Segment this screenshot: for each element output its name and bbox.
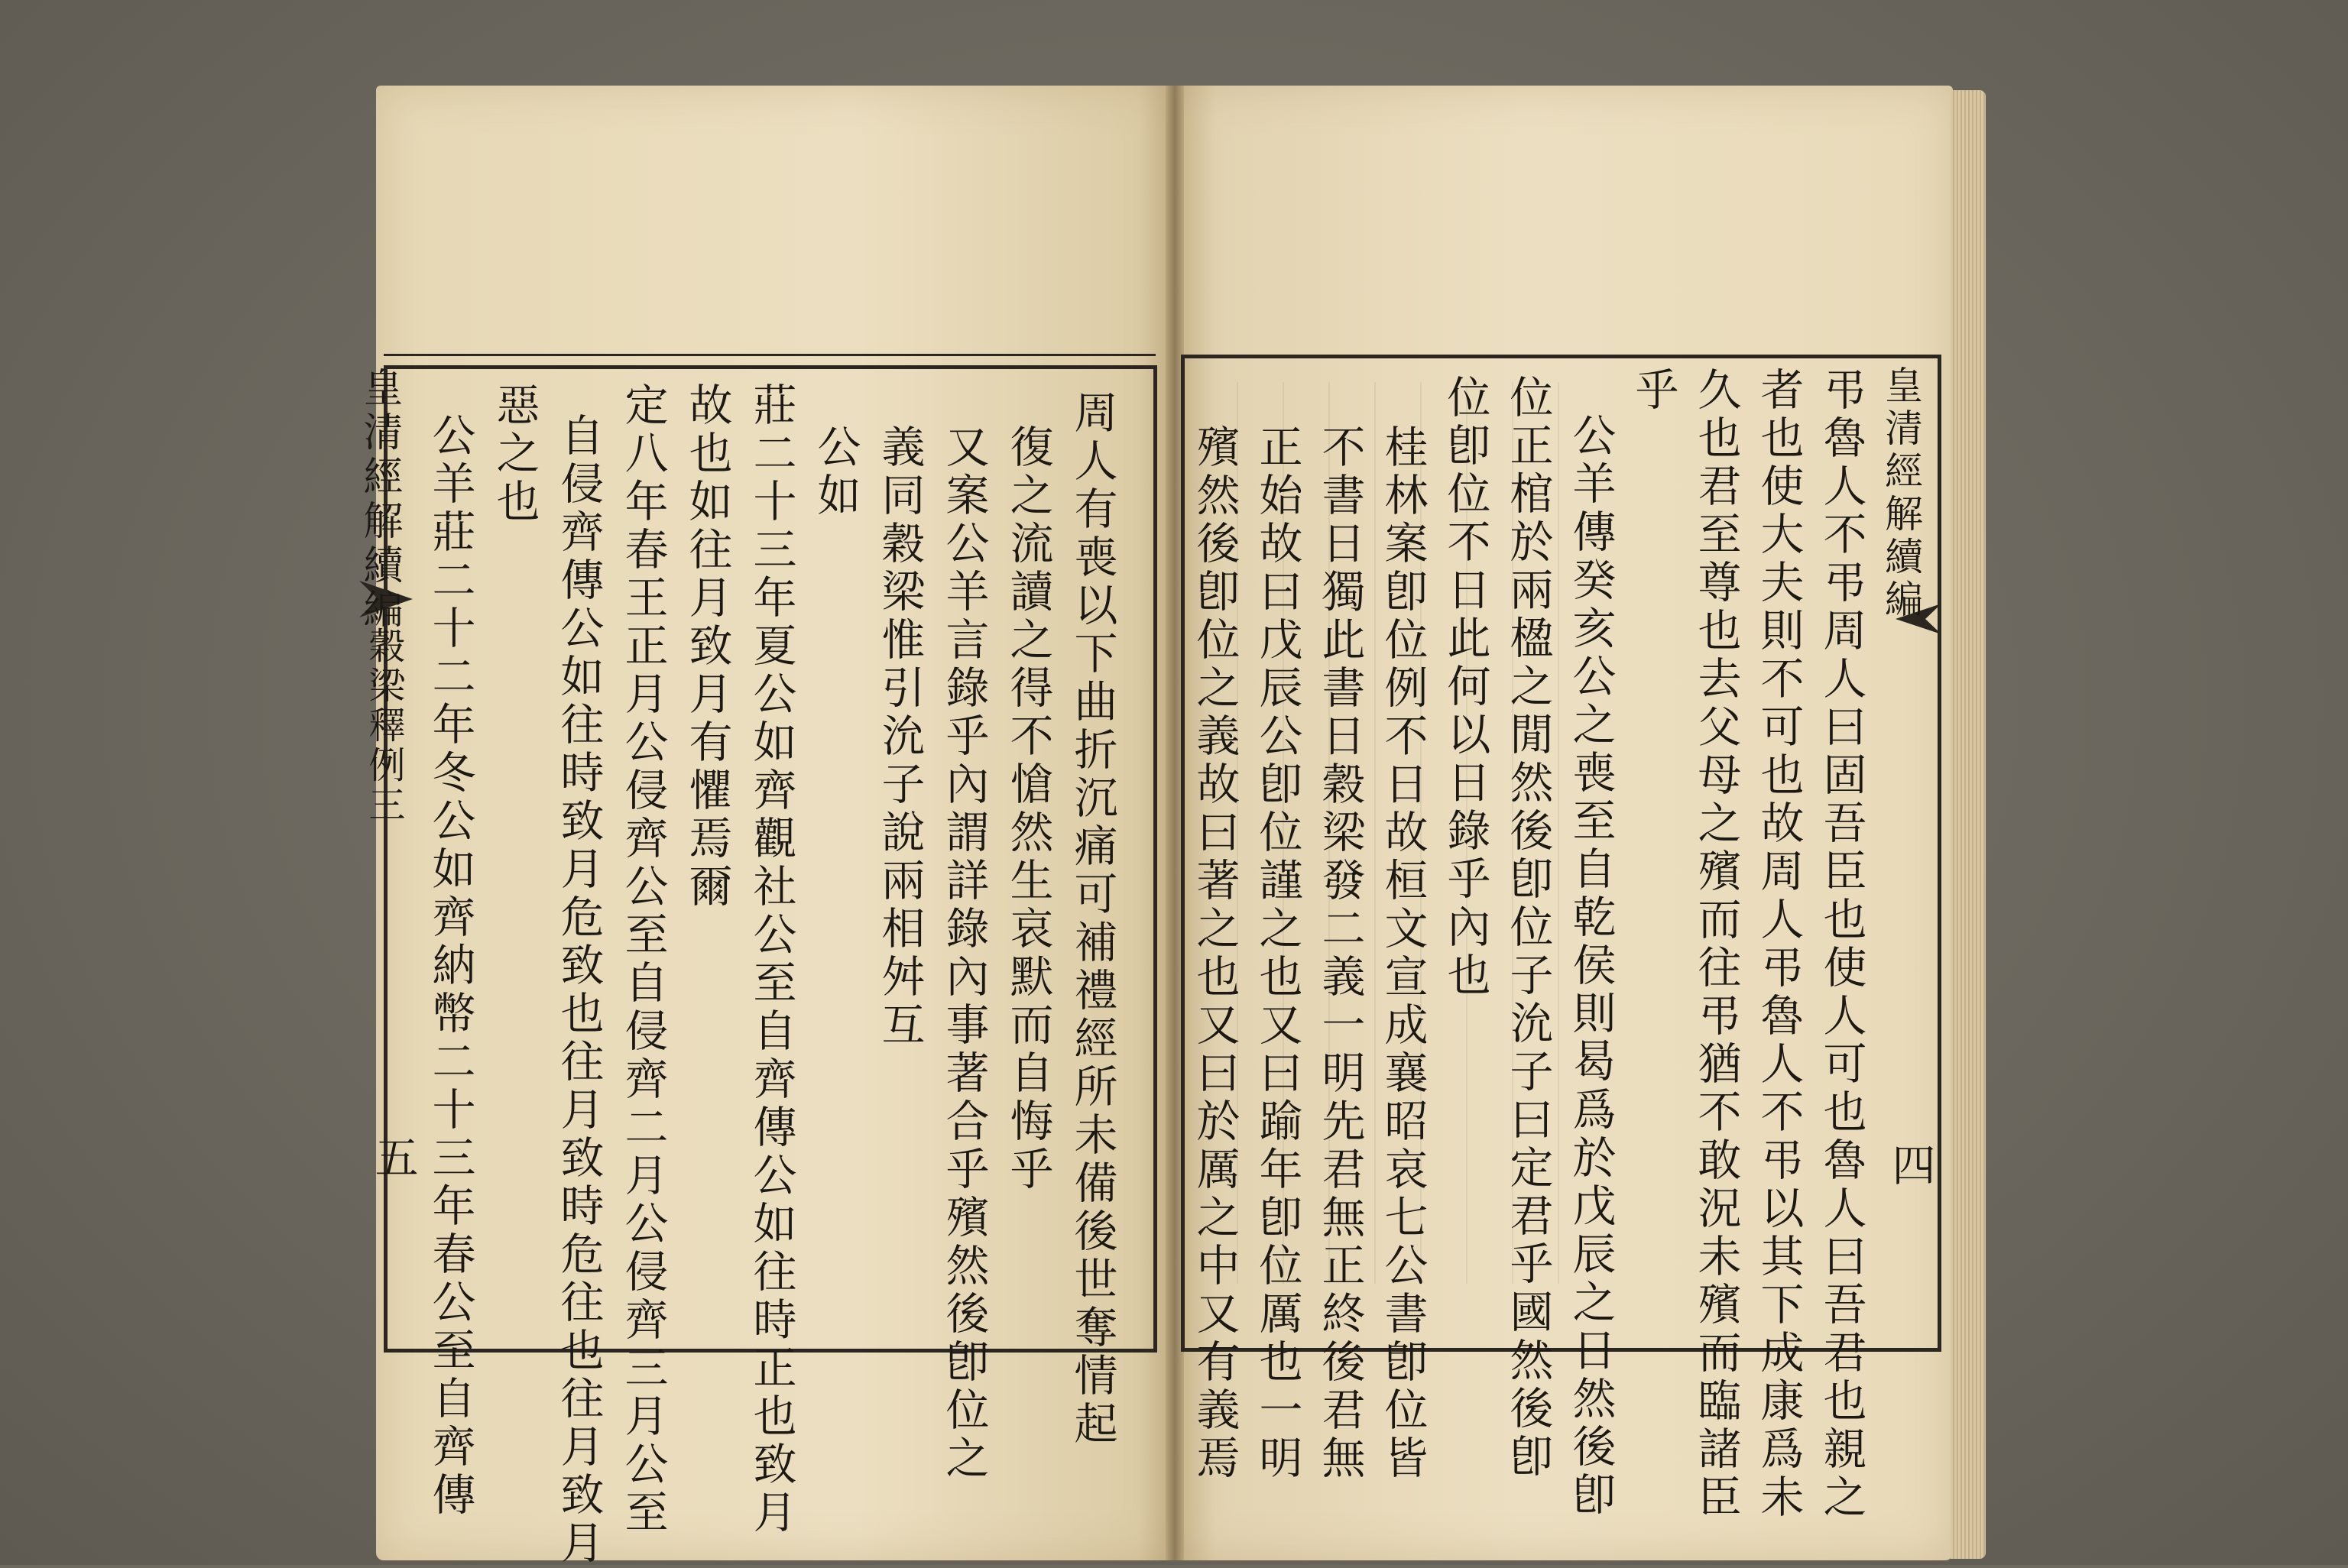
left-outer-top-rule	[384, 354, 1156, 356]
left-column-8: 義同穀梁惟引沇子說兩相舛互	[874, 424, 925, 1050]
right-margin-title: 皇清經解續編	[1879, 365, 1923, 622]
right-column-8: 桂林案卽位例不日故桓文宣成襄昭哀七公書卽位皆	[1377, 424, 1428, 1483]
left-column-7: 公如	[810, 424, 861, 520]
right-column-10: 正始故曰戊辰公卽位謹之也又曰踰年卽位厲也一明	[1252, 424, 1302, 1483]
left-margin-subtitle: 穀梁釋例三	[362, 627, 405, 825]
left-column-11: 周人有喪以下曲折沉痛可補禮經所未備後世奪情起	[1067, 390, 1117, 1449]
left-margin-title: 皇清經解續編	[356, 367, 402, 633]
left-column-10: 復之流讀之得不愴然生哀默而自悔乎	[1003, 424, 1053, 1194]
right-column-2: 者也使大夫則不可也故周人弔魯人不弔以其下成康爲未	[1753, 367, 1804, 1522]
right-column-5: 公羊傳癸亥公之喪至自乾侯則曷爲於戊辰之日然後卽	[1565, 413, 1616, 1520]
left-column-3: 自侵齊傳公如往時致月危致也往月致時危往也往月致月	[553, 413, 604, 1568]
left-column-2: 惡之也	[489, 382, 540, 526]
left-column-6: 莊二十三年夏公如齊觀社公至自齊傳公如往時正也致月	[746, 382, 796, 1537]
left-column-1: 公羊莊二十二年冬公如齊納幣二十三年春公至自齊傳	[425, 413, 475, 1520]
left-page-number: 五	[368, 1135, 418, 1183]
right-column-11: 殯然後卽位之義故曰著之也又曰於厲之中又有義焉	[1189, 424, 1240, 1483]
right-page-number: 四	[1885, 1142, 1935, 1191]
right-column-7: 位卽位不日此何以日錄乎內也	[1440, 374, 1490, 1000]
left-column-4: 定八年春王正月公侵齊公至自侵齊二月公侵齊三月公至	[618, 382, 668, 1537]
left-column-9: 又案公羊言錄乎內謂詳錄內事著合乎殯然後卽位之	[939, 424, 989, 1483]
right-column-1: 弔魯人不弔周人曰固吾臣也使人可也魯人曰吾君也親之	[1816, 367, 1866, 1522]
left-column-5: 故也如往月致月有懼焉爾	[682, 382, 732, 912]
page-edges	[1951, 90, 1986, 1559]
right-column-4: 乎	[1628, 367, 1678, 415]
right-column-9: 不書日獨此書日穀梁發二義一明先君無正終後君無	[1315, 424, 1365, 1483]
right-column-6: 位正棺於兩楹之閒然後卽位子沇子曰定君乎國然後卽	[1503, 374, 1553, 1482]
right-column-3: 久也君至尊也去父母之殯而往弔猶不敢況未殯而臨諸臣	[1691, 367, 1741, 1522]
